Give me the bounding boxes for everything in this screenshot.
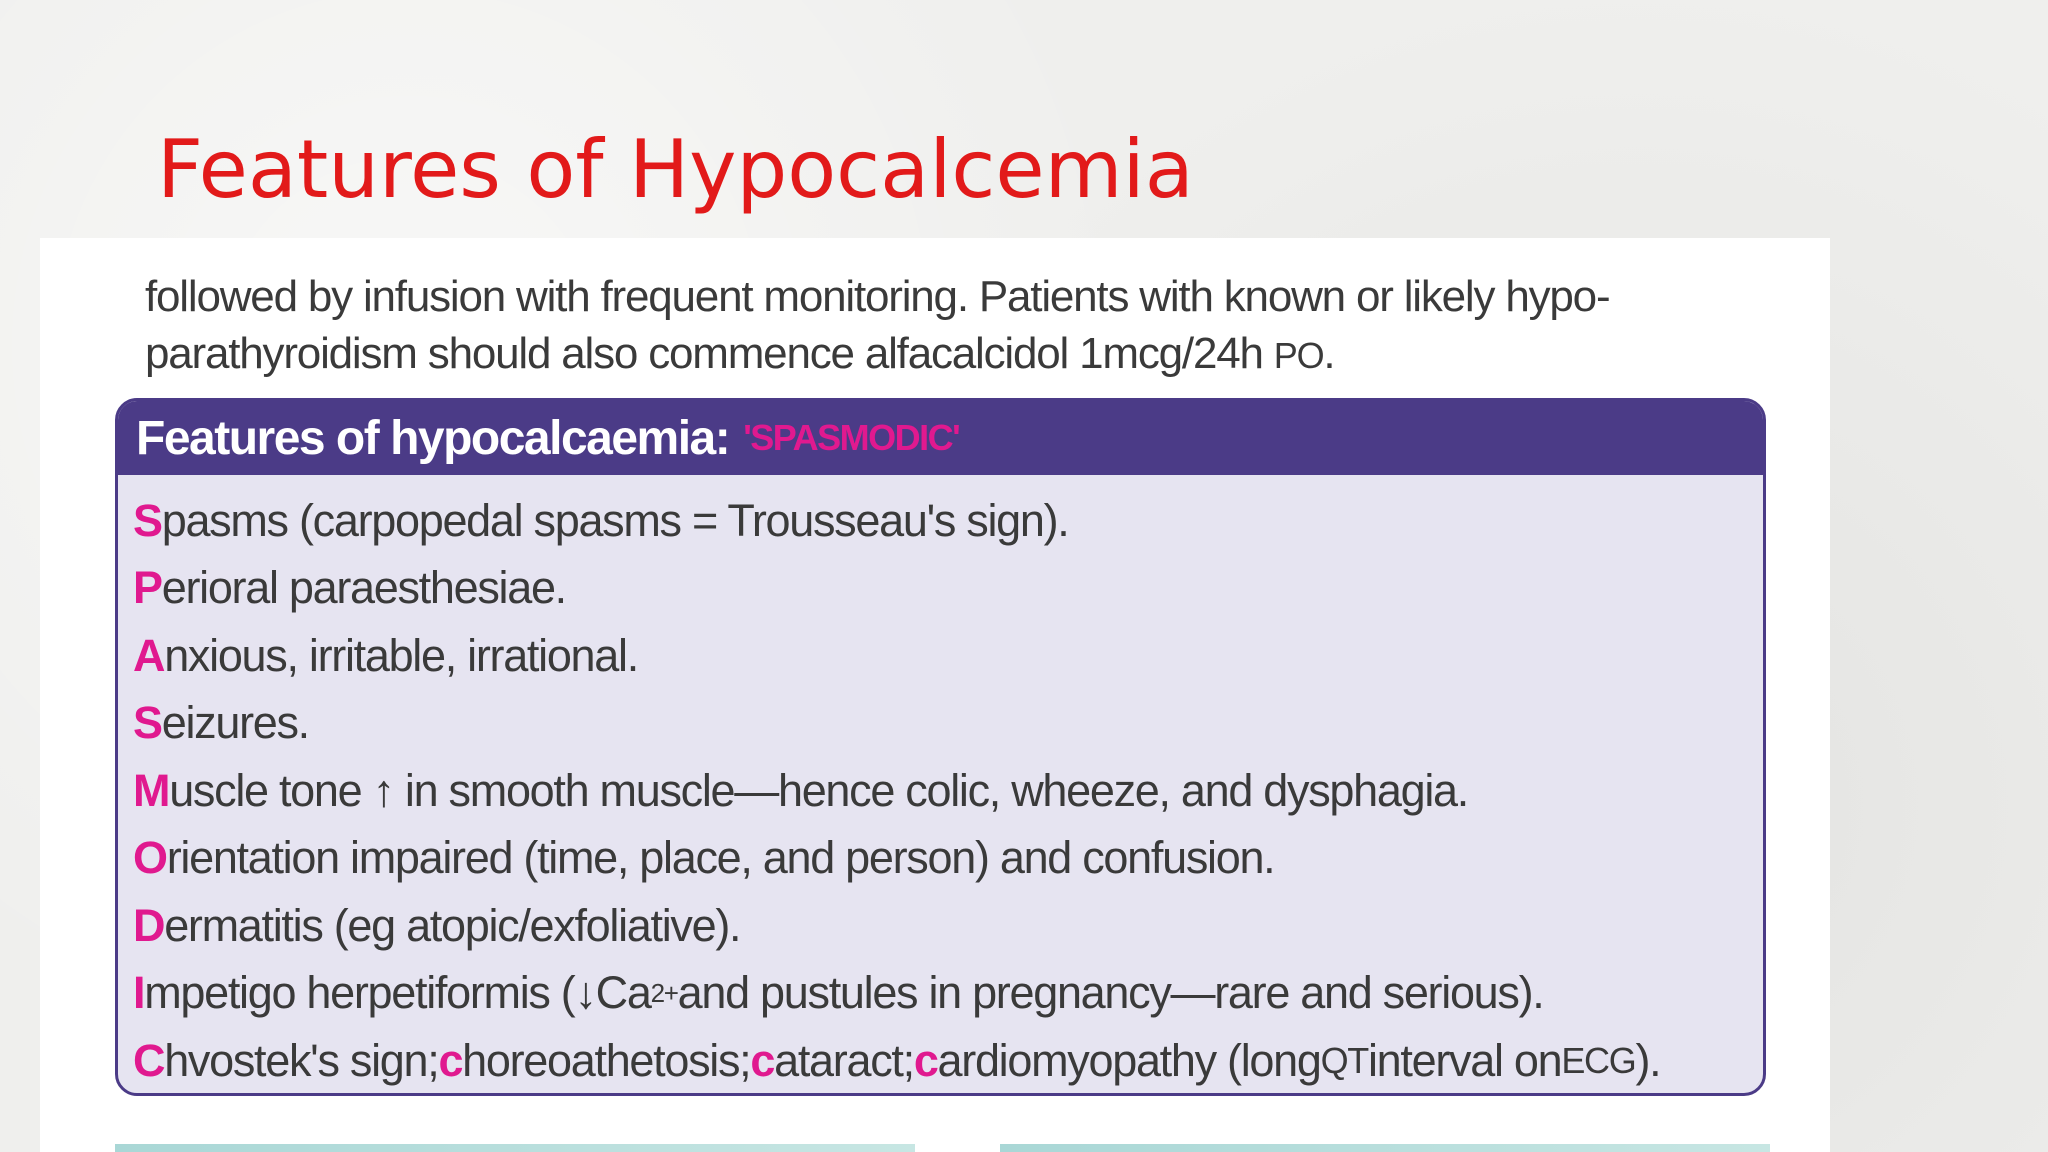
list-item: P erioral paraesthesiae. bbox=[133, 562, 566, 614]
intro-line-3: parathyroidism should also commence alfacalcidol 1mcg/24h PO. bbox=[145, 329, 1335, 378]
list-item: S eizures. bbox=[133, 697, 309, 749]
intro-line-2: followed by infusion with frequent monitoring. Patients with known or likely hypo- bbox=[145, 272, 1610, 321]
list-item: O rientation impaired (time, place, and person) and confusion. bbox=[133, 832, 1275, 884]
slide-title: Features of Hypocalcemia bbox=[157, 123, 1194, 216]
features-list bbox=[118, 487, 1763, 1095]
intro-paragraph bbox=[145, 238, 1805, 384]
list-item: I mpetigo herpetiformis (↓Ca 2+ and pustules in pregnancy—rare and serious). bbox=[133, 967, 1544, 1019]
features-box bbox=[115, 398, 1766, 1096]
mnemonic-label: 'SPASMODIC' bbox=[743, 417, 960, 458]
features-box-header bbox=[118, 401, 1763, 475]
scanned-page bbox=[40, 238, 1830, 1152]
list-item: C hvostek's sign; c horeoathetosis; c ataract; c ardiomyopathy (long QT interval on ECG ). bbox=[133, 1034, 1661, 1086]
image-strip-left bbox=[115, 1144, 915, 1152]
list-item: S pasms (carpopedal spasms = Trousseau's sign). bbox=[133, 494, 1069, 546]
image-strip-right bbox=[1000, 1144, 1770, 1152]
list-item: D ermatitis (eg atopic/exfoliative). bbox=[133, 899, 741, 951]
features-box-title: Features of hypocalcaemia: bbox=[136, 411, 730, 465]
list-item: A nxious, irritable, irrational. bbox=[133, 629, 638, 681]
list-item: M uscle tone ↑ in smooth muscle—hence colic, wheeze, and dysphagia. bbox=[133, 764, 1468, 816]
